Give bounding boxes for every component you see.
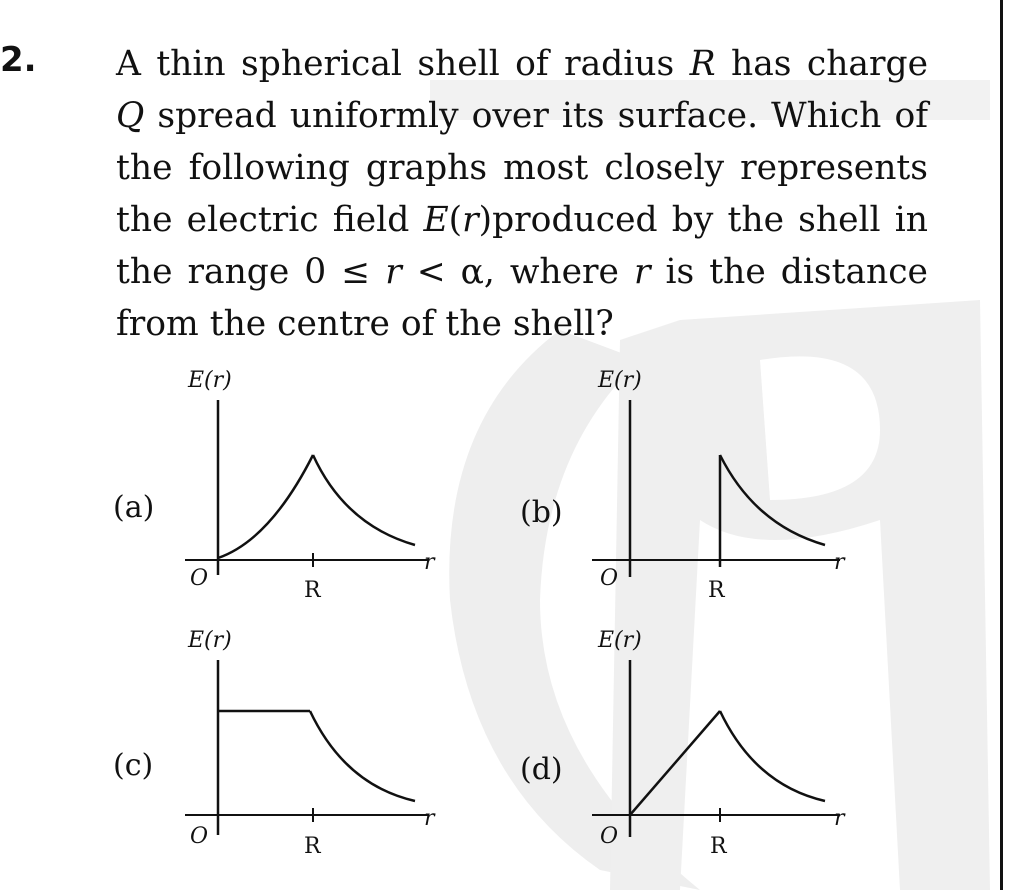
option-a-label[interactable]: (a) (113, 490, 155, 525)
question-text: A thin spherical shell of radius R has charge Q spread uniformly over its surface. Which of the following graphs most closely represents the electric field E(r)produced by the shell in the range 0 ≤ r < α, where r is the distance from the centre of the shell? (116, 44, 928, 344)
y-axis-label: E(r) (188, 368, 232, 393)
tick-label-R: R (304, 578, 321, 603)
y-axis-label: E(r) (598, 368, 642, 393)
graph-option-d (580, 615, 860, 865)
y-axis-label: E(r) (188, 628, 232, 653)
graph-option-a (170, 355, 450, 605)
x-axis-label: r (424, 550, 435, 575)
option-b-label[interactable]: (b) (520, 495, 563, 530)
graph-option-b (580, 355, 860, 605)
x-axis-label: r (834, 550, 845, 575)
y-axis-label: E(r) (598, 628, 642, 653)
origin-label: O (600, 566, 619, 591)
question-number: 2. (0, 40, 37, 80)
origin-label: O (190, 824, 209, 849)
x-axis-label: r (834, 806, 845, 831)
tick-label-R: R (304, 834, 321, 859)
tick-label-R: R (708, 578, 725, 603)
origin-label: O (600, 824, 619, 849)
option-d-label[interactable]: (d) (520, 752, 563, 787)
option-c-label[interactable]: (c) (113, 748, 154, 783)
x-axis-label: r (424, 806, 435, 831)
origin-label: O (190, 566, 209, 591)
tick-label-R: R (710, 834, 727, 859)
graph-option-c (170, 615, 450, 865)
page-border-line (1000, 0, 1003, 890)
